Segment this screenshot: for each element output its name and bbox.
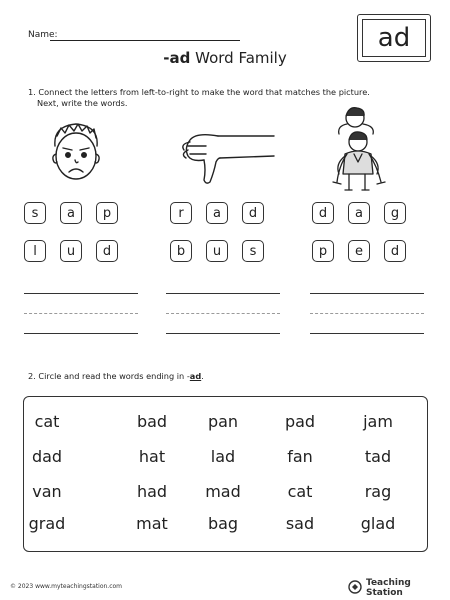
letter-tile[interactable]: p <box>96 202 118 224</box>
brand <box>348 578 450 598</box>
word-item[interactable]: mad <box>205 482 241 501</box>
brand-text: Teaching Station <box>366 578 411 598</box>
writing-guide-line <box>166 313 280 314</box>
writing-line[interactable] <box>310 333 424 334</box>
writing-line[interactable] <box>24 293 138 294</box>
letter-tile[interactable]: u <box>206 240 228 262</box>
instruction-2 <box>28 371 204 382</box>
word-item[interactable]: bag <box>207 514 239 533</box>
letter-tile[interactable]: l <box>24 240 46 262</box>
word-item[interactable]: bad <box>136 412 168 431</box>
word-item[interactable]: hat <box>138 447 166 466</box>
word-item[interactable]: mat <box>136 514 168 533</box>
word-item[interactable]: fan <box>287 447 313 466</box>
word-item[interactable]: tad <box>364 447 392 466</box>
letter-tile[interactable]: r <box>170 202 192 224</box>
word-item[interactable]: jam <box>363 412 393 431</box>
writing-guide-line <box>24 313 138 314</box>
word-family-badge <box>357 14 431 62</box>
instruction-2-text: 2. Circle and read the words ending in - <box>28 371 190 381</box>
thumbs-down-icon <box>176 122 276 186</box>
teaching-station-logo-icon <box>348 579 362 598</box>
badge-text: ad <box>362 19 426 57</box>
sad-face-icon <box>47 118 105 186</box>
title-family: -ad <box>163 49 191 67</box>
word-item[interactable]: pad <box>284 412 316 431</box>
letter-tile[interactable]: p <box>312 240 334 262</box>
name-line[interactable] <box>50 40 240 41</box>
word-item[interactable]: cat <box>34 412 60 431</box>
writing-line[interactable] <box>166 293 280 294</box>
letter-tile[interactable]: e <box>348 240 370 262</box>
word-item[interactable]: pan <box>207 412 239 431</box>
word-item[interactable]: lad <box>210 447 236 466</box>
letter-tile[interactable]: d <box>312 202 334 224</box>
word-item[interactable]: van <box>32 482 62 501</box>
letter-tile[interactable]: d <box>384 240 406 262</box>
letter-tile[interactable]: b <box>170 240 192 262</box>
copyright: © 2023 www.myteachingstation.com <box>10 583 123 590</box>
instruction-1-line1: 1. Connect the letters from left-to-right to make the word that matches the picture. <box>28 87 370 97</box>
name-label: Name: <box>28 30 58 40</box>
writing-guide-line <box>310 313 424 314</box>
instruction-1-line2: Next, write the words. <box>37 98 128 108</box>
word-item[interactable]: had <box>136 482 168 501</box>
word-item[interactable]: sad <box>285 514 315 533</box>
letter-tile[interactable]: a <box>348 202 370 224</box>
word-item[interactable]: rag <box>364 482 392 501</box>
letter-tile[interactable]: a <box>206 202 228 224</box>
word-item[interactable]: glad <box>360 514 396 533</box>
dad-with-child-icon <box>325 104 395 194</box>
letter-tile[interactable]: s <box>242 240 264 262</box>
writing-line[interactable] <box>310 293 424 294</box>
word-item[interactable]: dad <box>31 447 63 466</box>
letter-tile[interactable]: d <box>242 202 264 224</box>
writing-line[interactable] <box>24 333 138 334</box>
letter-tile[interactable]: a <box>60 202 82 224</box>
instruction-2-ending: ad <box>189 371 202 381</box>
writing-line[interactable] <box>166 333 280 334</box>
word-item[interactable]: cat <box>287 482 313 501</box>
title-rest: Word Family <box>195 49 287 67</box>
letter-tile[interactable]: u <box>60 240 82 262</box>
word-item[interactable]: grad <box>28 514 66 533</box>
letter-tile[interactable]: g <box>384 202 406 224</box>
letter-tile[interactable]: s <box>24 202 46 224</box>
letter-tile[interactable]: d <box>96 240 118 262</box>
instruction-2-period: . <box>201 371 204 381</box>
